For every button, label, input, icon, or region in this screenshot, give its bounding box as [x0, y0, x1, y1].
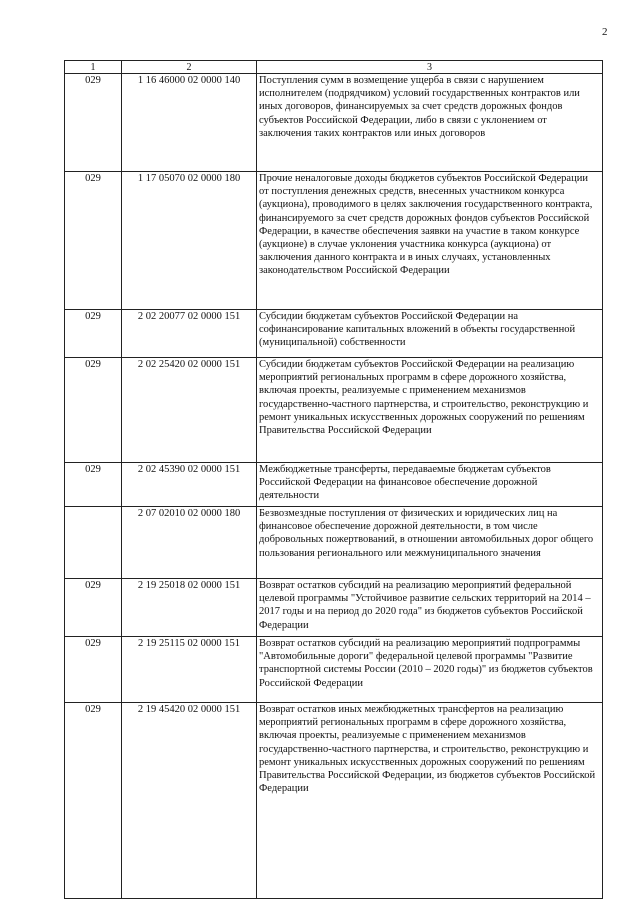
table-row [65, 358, 603, 463]
revenue-name-cell: Межбюджетные трансферты, передаваемые бюджетам субъектов Российской Федерации на финансовое обеспечение дорожной деятельности [257, 463, 603, 507]
table-row [65, 579, 603, 637]
revenue-name-cell: Возврат остатков иных межбюджетных трансфертов на реализацию мероприятий региональных программ в сфере дорожного хозяйства, включая проекты, реализуемые с применением механизмов государственно-частного партнерства, и строительство, реконструкцию и ремонт уникальных искусственных дорожных сооружений по решениям Правительства Российской Федерации, из бюджетов субъектов Российской Федерации [257, 703, 603, 899]
table-row [65, 463, 603, 507]
admin-code-cell: 029 [65, 172, 122, 310]
revenue-name-cell: Поступления сумм в возмещение ущерба в связи с нарушением исполнителем (подрядчиком) условий государственных контрактов или иных договоров, финансируемых за счет средств дорожных фондов субъектов Российской Федерации, либо в связи с уклонением от заключения таких контрактов или иных договоров [257, 74, 603, 172]
admin-code-cell: 029 [65, 74, 122, 172]
revenue-name-cell: Субсидии бюджетам субъектов Российской Федерации на софинансирование капитальных вложений в объекты государственной (муниципальной) собственности [257, 310, 603, 358]
kbk-code-cell: 2 19 45420 02 0000 151 [122, 703, 257, 899]
kbk-code-cell: 2 19 25115 02 0000 151 [122, 637, 257, 703]
header-col-1: 1 [65, 61, 122, 74]
kbk-code-cell: 2 19 25018 02 0000 151 [122, 579, 257, 637]
revenue-name-cell: Возврат остатков субсидий на реализацию мероприятий федеральной целевой программы "Устойчивое развитие сельских территорий на 2014 – 2017 годы и на период до 2020 года" из бюджетов субъектов Российской Федерации [257, 579, 603, 637]
table-row [65, 637, 603, 703]
admin-code-cell: 029 [65, 703, 122, 899]
header-col-2: 2 [122, 61, 257, 74]
header-row [65, 61, 603, 74]
table-row [65, 703, 603, 899]
table-row [65, 507, 603, 579]
revenue-codes-table [64, 60, 603, 899]
admin-code-cell: 029 [65, 310, 122, 358]
kbk-code-cell: 2 02 20077 02 0000 151 [122, 310, 257, 358]
table-row [65, 310, 603, 358]
kbk-code-cell: 1 17 05070 02 0000 180 [122, 172, 257, 310]
admin-code-cell: 029 [65, 579, 122, 637]
admin-code-cell [65, 507, 122, 579]
admin-code-cell: 029 [65, 463, 122, 507]
revenue-name-cell: Безвозмездные поступления от физических и юридических лиц на финансовое обеспечение дорожной деятельности, в том числе добровольных пожертвований, в отношении автомобильных дорог общего пользования регионального или межмуниципального значения [257, 507, 603, 579]
table-row [65, 172, 603, 310]
revenue-name-cell: Возврат остатков субсидий на реализацию мероприятий подпрограммы "Автомобильные дороги" федеральной целевой программы "Развитие транспортной системы России (2010 – 2020 годы)" из бюджетов субъектов Российской Федерации [257, 637, 603, 703]
header-col-3: 3 [257, 61, 603, 74]
table-row [65, 74, 603, 172]
page-number: 2 [602, 26, 608, 38]
kbk-code-cell: 2 02 45390 02 0000 151 [122, 463, 257, 507]
kbk-code-cell: 2 02 25420 02 0000 151 [122, 358, 257, 463]
kbk-code-cell: 2 07 02010 02 0000 180 [122, 507, 257, 579]
admin-code-cell: 029 [65, 358, 122, 463]
kbk-code-cell: 1 16 46000 02 0000 140 [122, 74, 257, 172]
admin-code-cell: 029 [65, 637, 122, 703]
revenue-name-cell: Субсидии бюджетам субъектов Российской Федерации на реализацию мероприятий региональных программ в сфере дорожного хозяйства, включая проекты, реализуемые с применением механизмов государственно-частного партнерства, и строительство, реконструкцию и ремонт уникальных искусственных дорожных сооружений по решениям Правительства Российской Федерации [257, 358, 603, 463]
revenue-name-cell: Прочие неналоговые доходы бюджетов субъектов Российской Федерации от поступления денежных средств, внесенных участником конкурса (аукциона), проводимого в целях заключения государственного контракта, финансируемого за счет средств дорожных фондов субъектов Российской Федерации, в качестве обеспечения заявки на участие в таком конкурсе (аукционе) в случае уклонения участника конкурса (аукциона) от заключения данного контракта и в иных случаях, установленных законодательством Российской Федерации [257, 172, 603, 310]
